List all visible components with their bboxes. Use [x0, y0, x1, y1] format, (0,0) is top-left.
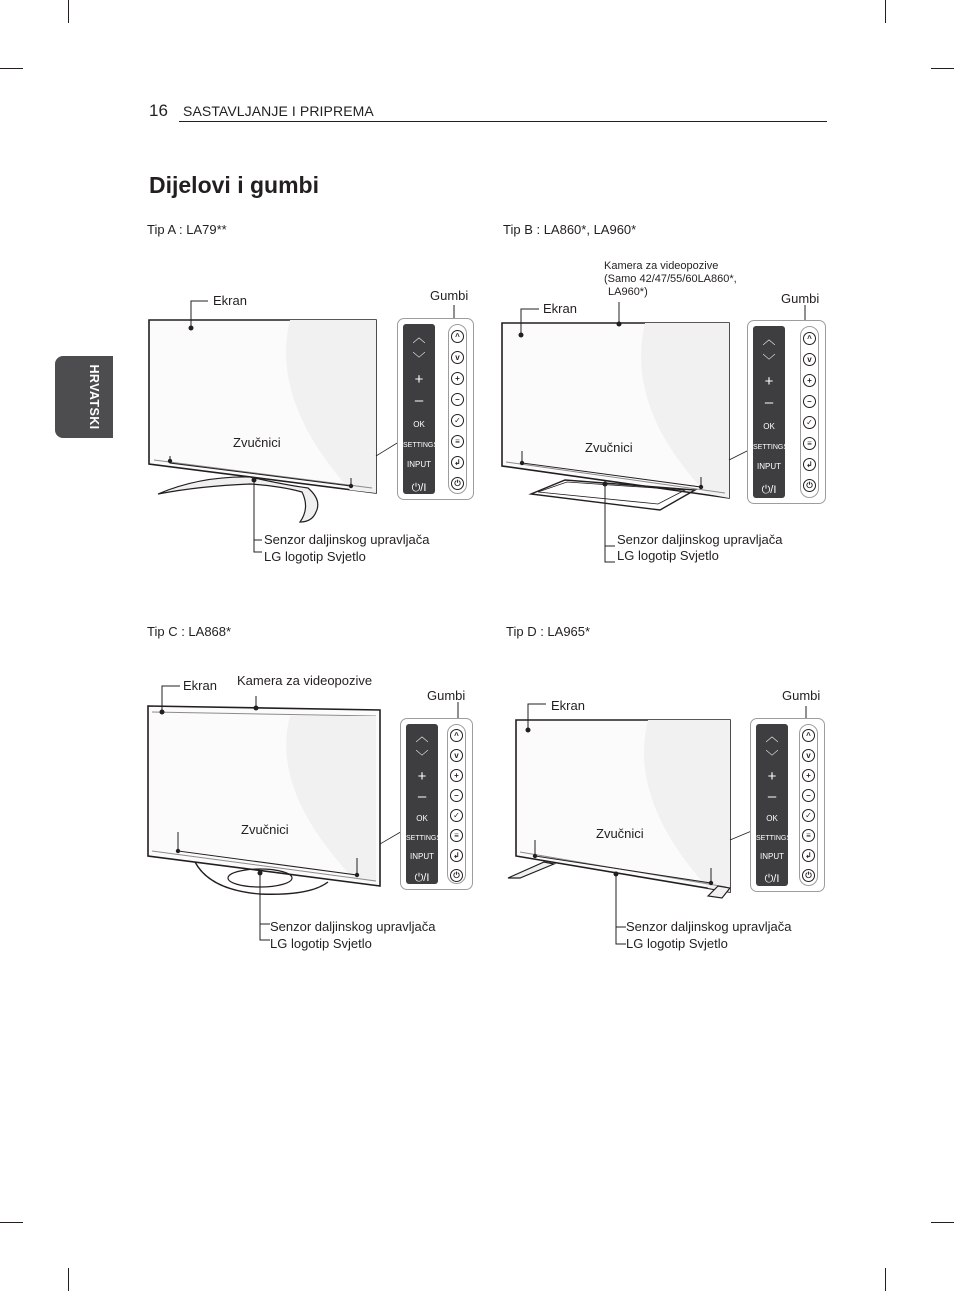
- speakers-label: Zvučnici: [233, 435, 281, 450]
- power-label: ⏻/I: [414, 872, 430, 884]
- tv-figure-tip-a: [140, 280, 480, 580]
- down-button-icon: v: [803, 353, 816, 366]
- control-panel: [400, 718, 473, 890]
- chevron-up-icon: ︿: [765, 729, 779, 744]
- tip-d-title: Tip D : LA965*: [506, 624, 591, 639]
- down-button-icon: v: [450, 749, 463, 762]
- power-button-icon: ⏻: [450, 869, 463, 882]
- speakers-label: Zvučnici: [585, 440, 633, 455]
- settings-label: SETTINGS: [756, 835, 792, 842]
- power-label: ⏻/I: [411, 482, 427, 494]
- screen-label: Ekran: [213, 293, 247, 308]
- button-strip: [753, 326, 789, 498]
- sensor-label: Senzor daljinskog upravljača: [617, 532, 783, 547]
- tip-b-title: Tip B : LA860*, LA960*: [503, 222, 637, 237]
- touch-button-column: [799, 724, 818, 886]
- up-button-icon: ^: [450, 729, 463, 742]
- minus-button-icon: –: [450, 789, 463, 802]
- buttons-label: Gumbi: [427, 688, 466, 703]
- tip-c-title: Tip C : LA868*: [147, 624, 232, 639]
- logo-label: LG logotip Svjetlo: [617, 548, 719, 563]
- minus-label: –: [417, 788, 427, 805]
- speakers-label: Zvučnici: [241, 822, 289, 837]
- input-button-icon: ↲: [451, 456, 464, 469]
- buttons-label: Gumbi: [782, 688, 821, 703]
- input-button-icon: ↲: [802, 849, 815, 862]
- screen-label: Ekran: [543, 301, 577, 316]
- ok-label: OK: [416, 814, 428, 823]
- ok-label: OK: [413, 420, 425, 429]
- tip-a-title: Tip A : LA79**: [147, 222, 227, 237]
- touch-button-column: [447, 724, 466, 884]
- plus-label: +: [767, 768, 777, 785]
- plus-button-icon: +: [803, 374, 816, 387]
- screen-label: Ekran: [551, 698, 585, 713]
- screen-label: Ekran: [183, 678, 217, 693]
- settings-button-icon: ≡: [451, 435, 464, 448]
- sensor-label: Senzor daljinskog upravljača: [264, 532, 430, 547]
- crop-mark: [931, 68, 954, 69]
- tv-figure-tip-b: [495, 258, 835, 578]
- crop-mark: [885, 0, 886, 23]
- input-button-icon: ↲: [450, 849, 463, 862]
- speakers-label: Zvučnici: [596, 826, 644, 841]
- plus-button-icon: +: [450, 769, 463, 782]
- input-label: INPUT: [410, 852, 434, 861]
- control-panel: [750, 718, 825, 892]
- crop-mark: [931, 1222, 954, 1223]
- touch-button-column: [448, 324, 467, 494]
- control-panel: [397, 318, 474, 500]
- settings-label: SETTINGS: [406, 835, 442, 842]
- up-button-icon: ^: [802, 729, 815, 742]
- input-label: INPUT: [407, 460, 431, 469]
- ok-button-icon: ✓: [450, 809, 463, 822]
- up-button-icon: ^: [451, 330, 464, 343]
- plus-label: +: [764, 373, 774, 390]
- sensor-label: Senzor daljinskog upravljača: [270, 919, 436, 934]
- minus-button-icon: –: [802, 789, 815, 802]
- chevron-down-icon: ﹀: [415, 749, 429, 764]
- ok-button-icon: ✓: [802, 809, 815, 822]
- logo-label: LG logotip Svjetlo: [626, 936, 728, 951]
- button-strip: [756, 724, 792, 886]
- buttons-label: Gumbi: [430, 288, 469, 303]
- ok-label: OK: [763, 422, 775, 431]
- crop-mark: [0, 1222, 23, 1223]
- plus-button-icon: +: [451, 372, 464, 385]
- settings-label: SETTINGS: [403, 442, 439, 449]
- minus-label: –: [414, 392, 424, 409]
- power-label: ⏻/I: [764, 873, 780, 885]
- tv-figure-tip-d: [500, 680, 835, 970]
- crop-mark: [68, 0, 69, 23]
- chevron-down-icon: ﹀: [765, 749, 779, 764]
- button-strip: [406, 724, 442, 884]
- minus-label: –: [767, 788, 777, 805]
- settings-label: SETTINGS: [753, 444, 789, 451]
- settings-button-icon: ≡: [803, 437, 816, 450]
- ok-button-icon: ✓: [451, 414, 464, 427]
- ok-button-icon: ✓: [803, 416, 816, 429]
- buttons-label: Gumbi: [781, 291, 820, 306]
- plus-button-icon: +: [802, 769, 815, 782]
- header-rule: [179, 121, 827, 122]
- page-number: 16: [149, 101, 168, 120]
- chevron-down-icon: ﹀: [412, 351, 426, 366]
- camera-note-line3: LA960*): [608, 286, 648, 298]
- minus-label: –: [764, 394, 774, 411]
- chevron-up-icon: ︿: [412, 330, 426, 345]
- camera-note-line1: Kamera za videopozive: [604, 260, 719, 272]
- logo-label: LG logotip Svjetlo: [270, 936, 372, 951]
- minus-button-icon: –: [803, 395, 816, 408]
- crop-mark: [0, 68, 23, 69]
- logo-label: LG logotip Svjetlo: [264, 549, 366, 564]
- settings-button-icon: ≡: [450, 829, 463, 842]
- input-label: INPUT: [760, 852, 784, 861]
- power-button-icon: ⏻: [803, 479, 816, 492]
- sensor-label: Senzor daljinskog upravljača: [626, 919, 792, 934]
- language-tab: [55, 356, 113, 438]
- down-button-icon: v: [802, 749, 815, 762]
- button-strip: [403, 324, 439, 494]
- chevron-down-icon: ﹀: [762, 353, 776, 368]
- ok-label: OK: [766, 814, 778, 823]
- section-title: SASTAVLJANJE I PRIPREMA: [183, 103, 374, 119]
- language-tab-label: HRVATSKI: [87, 364, 101, 430]
- plus-label: +: [414, 371, 424, 388]
- chevron-up-icon: ︿: [762, 332, 776, 347]
- power-button-icon: ⏻: [451, 477, 464, 490]
- control-panel: [747, 320, 826, 504]
- tv-figure-tip-c: [140, 670, 480, 970]
- input-button-icon: ↲: [803, 458, 816, 471]
- power-label: ⏻/I: [761, 484, 777, 496]
- plus-label: +: [417, 768, 427, 785]
- touch-button-column: [800, 326, 819, 498]
- down-button-icon: v: [451, 351, 464, 364]
- crop-mark: [68, 1268, 69, 1291]
- chevron-up-icon: ︿: [415, 729, 429, 744]
- camera-label: Kamera za videopozive: [237, 673, 373, 688]
- power-button-icon: ⏻: [802, 869, 815, 882]
- settings-button-icon: ≡: [802, 829, 815, 842]
- camera-note-line2: (Samo 42/47/55/60LA860*,: [604, 273, 737, 285]
- input-label: INPUT: [757, 462, 781, 471]
- crop-mark: [885, 1268, 886, 1291]
- minus-button-icon: –: [451, 393, 464, 406]
- page-title: Dijelovi i gumbi: [149, 172, 319, 198]
- up-button-icon: ^: [803, 332, 816, 345]
